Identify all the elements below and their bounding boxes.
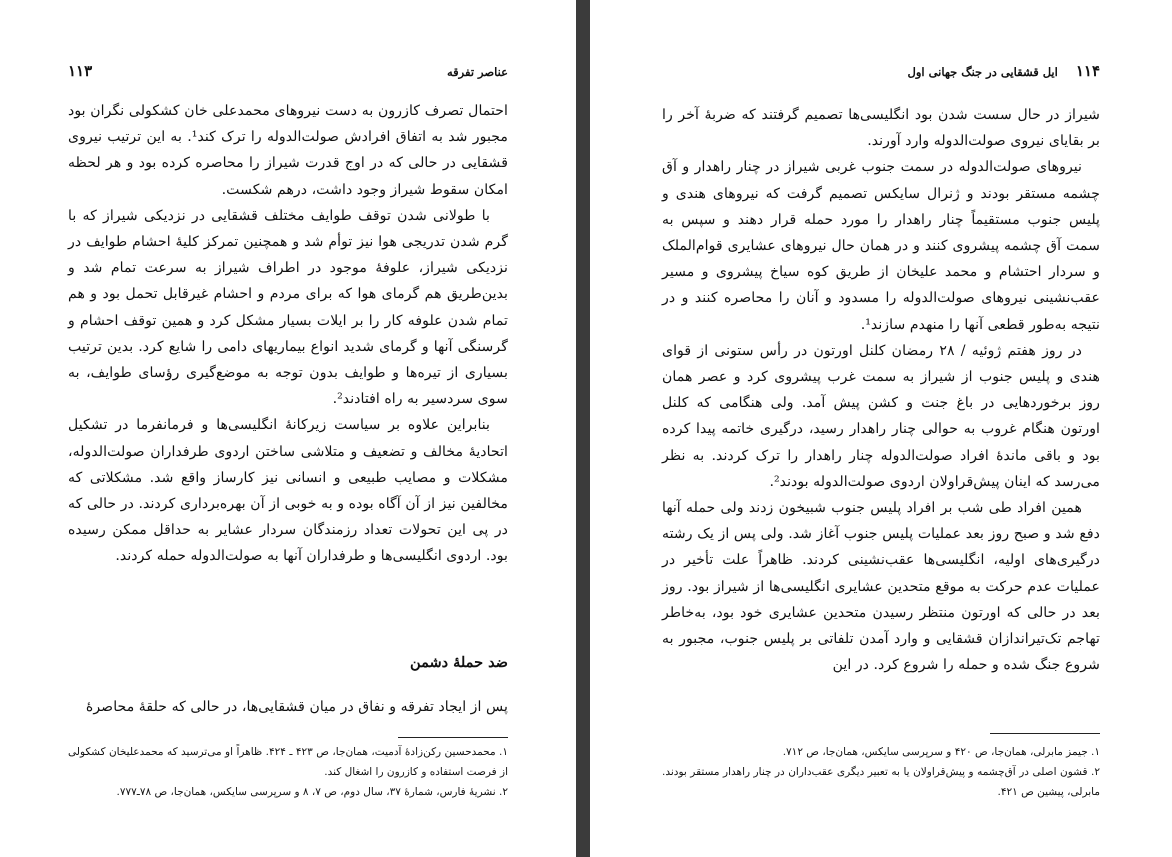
right-footnote-rule bbox=[990, 733, 1100, 734]
left-paragraph-1: احتمال تصرف کازرون به دست نیروهای محمدعلی خان کشکولی نگران بود مجبور شد به اتفاق افرادش صولت‌الدوله را ترک کند¹. به این ترتیب نیروی قشقایی در حالی که در اوج قدرت شیراز را محاصره کرده بود و هر لحظه امکان سقوط شیراز وجود داشت، درهم شکست. bbox=[68, 103, 509, 198]
right-paragraph-3: در روز هفتم ژوئیه / ۲۸ رمضان کلنل اورتون در رأس ستونی از قوای هندی و پلیس جنوب از شیراز به سمت غرب پیشروی کرد و عصر همان روز برخوردهایی در باغ جنت و کشن پیش آمد. ولی هنگامی که کلنل اورتون هنگام غروب به حوالی چنار راهدار رسید، درگیری خاتمه پیدا کرده بود و باقی ماندهٔ افراد صولت‌الدوله چنار راهدار را ترک کردند. به نظر می‌رسد که اینان پیش‌قراولان اردوی صولت‌الدوله بودند². bbox=[662, 342, 1100, 490]
right-paragraph-2: نیروهای صولت‌الدوله در سمت جنوب غربی شیراز در چنار راهدار و آق چشمه مستقر بودند و ژنرال سایکس تصمیم گرفت که نیروهای هندی و پلیس جنوب مستقیماً چنار راهدار را مورد حمله قرار دهند و سپس به سمت آق چشمه پیشروی کنند و در همان حال نیروهای عشایری قوام‌الملک و سردار احتشام و محمد علیخان از طریق کوه سیاخ پیشروی و مسیر عقب‌نشینی نیروهای صولت‌الدوله را مسدود و آنان را محاصره کنند و در نتیجه به‌طور قطعی آنها را منهدم سازند¹. bbox=[662, 159, 1100, 333]
right-footnotes bbox=[662, 742, 1100, 802]
left-page-number: ۱۱۳ bbox=[68, 62, 93, 80]
right-page-number: ۱۱۴ bbox=[1075, 62, 1100, 80]
left-footnote-rule bbox=[398, 737, 508, 738]
right-paragraph-4: همین افراد طی شب بر افراد پلیس جنوب شبیخون زدند ولی حمله آنها دفع شد و صبح روز بعد عملیات پلیس جنوب آغاز شد. ولی پس از یک رشته درگیری‌های اولیه، انگلیسی‌ها عقب‌نشینی کردند. ظاهراً علت تأخیر در عملیات عدم حرکت به موقع متحدین عشایری انگلیسی‌ها از شیراز بود. روز بعد در حالی که اورتون منتظر رسیدن متحدین عشایری خود بود، به‌خاطر تهاجم تک‌تیراندازان قشقایی و وارد آمدن تلفاتی بر پلیس جنوب، مجبور به شروع جنگ شده و حمله را شروع کرد. در این bbox=[662, 500, 1100, 674]
right-page bbox=[590, 0, 1172, 857]
right-footnote-2: ۲. قشون اصلی در آق‌چشمه و پیش‌قراولان یا به تعبیر دیگری عقب‌داران در چنار راهدار مستقر بودند. مابرلی، پیشین ص ۴۲۱. bbox=[662, 766, 1100, 798]
right-footnote-1: ۱. جیمز مابرلی، همان‌جا، ص ۴۲۰ و سرپرسی سایکس، همان‌جا، ص ۷۱۲. bbox=[782, 746, 1100, 758]
right-header-title: ایل قشقایی در جنگ جهانی اول bbox=[907, 65, 1058, 79]
left-page bbox=[0, 0, 576, 857]
left-paragraph-3: بنابراین علاوه بر سیاست زیرکانهٔ انگلیسی‌ها و فرمانفرما در تشکیل اتحادیهٔ مخالف و تضعیف و متلاشی ساختن اردوی طرفداران صولت‌الدوله، مشکلات و مصایب طبیعی و انسانی نیز کارساز واقع شد. مشکلاتی که مخالفین نیز از آن آگاه بوده و به خوبی از آن بهره‌برداری کردند. در حالی که در پی این تحولات تعداد رزمندگان سردار عشایر به حداقل ممکن رسیده بود. اردوی انگلیسی‌ها و طرفداران آنها به صولت‌الدوله حمله کردند. bbox=[68, 417, 508, 565]
left-paragraph-2: با طولانی شدن توقف طوایف مختلف قشقایی در نزدیکی شیراز که با گرم شدن تدریجی هوا نیز توأم شد و همچنین تمرکز کلیهٔ احشام طوایف در نزدیکی شیراز، علوفهٔ موجود در اطراف شیراز به سرعت تمام شد و بدین‌طریق هم گرمای هوا که برای مردم و احشام غیرقابل تحمل بود و هم تمام شدن علوفه کار را بر ایلات بسیار مشکل کرد و همین توقف احشام و گرسنگی آنها و گرمای شدید انواع بیماریهای دامی را شایع کرد. بدین ترتیب بسیاری از تیره‌ها و طوایف بدون توجه به موضع‌گیری رؤسای طوایف، به سوی سردسیر به راه افتادند². bbox=[68, 207, 508, 408]
left-footnotes bbox=[68, 742, 508, 802]
left-paragraph-after-heading: پس از ایجاد تفرقه و نفاق در میان قشقایی‌ها، در حالی که حلقهٔ محاصرهٔ bbox=[85, 699, 508, 715]
left-body-text bbox=[68, 98, 508, 570]
left-footnote-2: ۲. نشریهٔ فارس، شمارهٔ ۳۷، سال دوم، ص ۷، ۸ و سرپرسی سایکس، همان‌جا، ص ۷۸ـ۷۷۷. bbox=[116, 786, 508, 798]
left-header-title: عناصر تفرقه bbox=[447, 65, 508, 79]
section-heading: ضد حملهٔ دشمن bbox=[410, 654, 508, 671]
left-footnote-1: ۱. محمدحسین رکن‌زادهٔ آدمیت، همان‌جا، ص ۴۲۳ ـ ۴۲۴. ظاهراً او می‌ترسید که محمدعلیخان کشکولی از فرصت استفاده و کازرون را اشغال کند. bbox=[68, 746, 508, 778]
left-running-header bbox=[68, 62, 508, 80]
book-gutter bbox=[576, 0, 590, 857]
right-body-text bbox=[662, 102, 1100, 678]
right-paragraph-1: شیراز در حال سست شدن بود انگلیسی‌ها تصمیم گرفتند که ضربهٔ آخر را بر بقایای نیروی صولت‌الدوله وارد آورند. bbox=[662, 107, 1100, 150]
right-running-header bbox=[907, 62, 1100, 80]
